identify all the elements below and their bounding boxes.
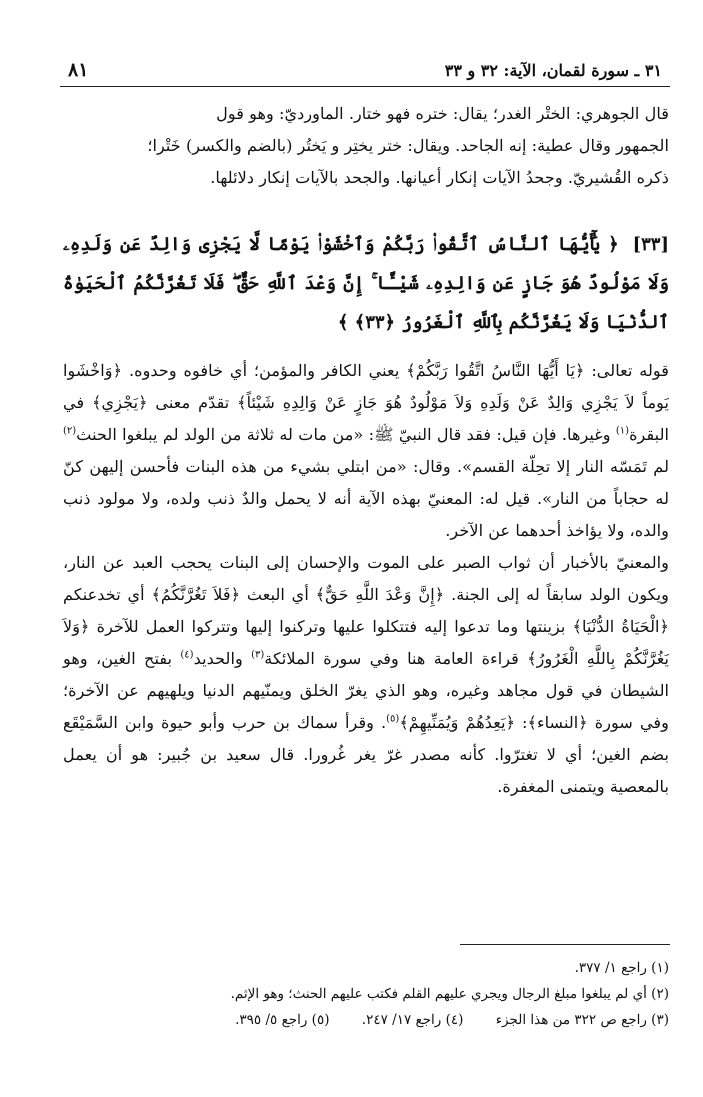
footnotes [63,955,669,1033]
commentary-paragraph [63,355,669,547]
commentary-text: بفتح الغين، وهو الشيطان في قول مجاهد وغيره، وهو الذي يغرّ الخلق ويمنّيهم الدنيا ويلهيهم عن الآخرة؛ وفي سورة ﴿النساء﴾: ﴿يَعِدُهُمْ وَيُمَنِّيهِمْ﴾ [63,649,669,732]
footnote-ref[interactable]: (٤) [180,649,194,661]
verse-number: [٣٣] [632,234,669,255]
commentary-text: . وقرأ سماك بن حرب وأبو حيوة وابن السَّمَيْقَع بضم الغين؛ أي لا تغترّوا. كأنه مصدر غرّ يغر غُرورا. قال سعيد بن جُبير: هو أن يعمل بالمعصية ويتمنى المغفرة. [63,713,669,796]
commentary-text: وغيرها. فإن قيل: فقد قال النبيّ ﷺ: «من مات له ثلاثة من الولد لم يبلغوا الحنث [76,425,616,444]
commentary-text: والمعنيّ بالأخبار أن ثواب الصبر على الموت والإحسان إلى البنات يحجب العبد عن النار، ويكون الولد سابقاً له إلى الجنة. ﴿إِنَّ وَعْدَ اللَّهِ حَقٌّ﴾ أي البعث ﴿فَلاَ تَغُرَّنَّكُمُ﴾ أي تخدعنكم ﴿الْحَيَاةُ الدُّنْيَا﴾ بزينتها وما تدعوا إليه فتتكلوا عليها وتركنوا إليها وتتركوا العمل للآخرة ﴿وَلاَ يَغُرَّنَّكُمْ بِاللَّهِ الْغَرُورُ﴾ قراءة العامة هنا وفي سورة الملائكة [63,553,670,668]
text-line: ذكره القُشيريّ. وجحدُ الآيات إنكار أعيانها. والجحد بالآيات إنكار دلائلها. [210,168,669,187]
text-line: قال الجوهري: الختْر الغدر؛ يقال: ختره فهو ختار. الماورديّ: وهو قول [216,104,669,123]
footnote-ref[interactable]: (٥) [386,713,400,725]
verse-text: ﴿ يَٰٓأَيُّهَا ٱلنَّاسُ ٱتَّقُوا۟ رَبَّكُمْ وَٱخْشَوْا۟ يَوْمًا لَّا يَجْزِى وَالِدٌ عَن وَلَدِهِۦ وَلَا مَوْلُودٌ هُوَ جَازٍ عَن وَالِدِهِۦ شَيْـًٔا ۚ إِنَّ وَعْدَ ٱللَّهِ حَقٌّ ۖ فَلَا تَغُرَّنَّكُمُ ٱلْحَيَوٰةُ ٱلدُّنْيَا وَلَا يَغُرَّنَّكُم بِٱللَّهِ ٱلْغَرُورُ ﴿٣٣﴾ ﴾ [63,234,669,333]
intro-paragraph [63,98,669,194]
page-number: ٨١ [68,59,89,81]
commentary [63,355,669,803]
running-head: ٣١ ـ سورة لقمان، الآية: ٣٢ و ٣٣ [444,61,662,80]
footnote-ref[interactable]: (٣) [251,649,265,661]
footnote: (٣) راجع ص ٣٢٢ من هذا الجزء [495,1012,669,1028]
commentary-text: لم تَمَسّه النار إلا تحِلّة القسم». وقال: «من ابتلي بشيء من هذه البنات فأحسن إليهن كنّ له حجاباً من النار». قيل له: المعنيّ بهذه الآية أنه لا يحمل والدٌ ذنب ولده، ولا مولود ذنب والده، ولا يؤاخذ أحدهما عن الآخر. [63,457,669,540]
text-line: الجمهور وقال عطية: إنه الجاحد. ويقال: ختر يختِر و يَختُر (بالضم والكسر) خَتْرا؛ [147,136,669,155]
footnote: (١) راجع ١/ ٣٧٧. [574,960,669,976]
footnote: (٤) راجع ١٧/ ٢٤٧. [361,1012,464,1028]
commentary-text: قوله تعالى: ﴿يَا أَيُّهَا النَّاسُ اتَّقُوا رَبَّكُمْ﴾ يعني الكافر والمؤمن؛ أي خافوه وحدوه. ﴿وَاخْشَوا يَوماً لاَ يَجْزِي وَالِدٌ عَنْ وَلَدِهِ وَلاَ مَوْلُودٌ هُوَ جَازٍ عَنْ وَالِدِهِ شَيْئاً﴾ تقدّم معنى ﴿يَجْزِي﴾ في البقرة [63,361,669,444]
commentary-paragraph [63,547,669,803]
footnote: (٢) أي لم يبلغوا مبلغ الرجال ويجري عليهم القلم فكتب عليهم الحنث؛ وهو الإثم. [230,986,669,1002]
quran-verse [63,225,669,342]
footnote-ref[interactable]: (١) [615,425,630,437]
footnote-row [63,1007,669,1033]
footnote-separator [460,944,670,945]
footnote: (٥) راجع ٥/ ٣٩٥. [235,1012,330,1028]
footnote-ref[interactable]: (٢) [63,425,77,437]
commentary-text: والحديد [193,649,252,668]
page-header [60,59,670,87]
